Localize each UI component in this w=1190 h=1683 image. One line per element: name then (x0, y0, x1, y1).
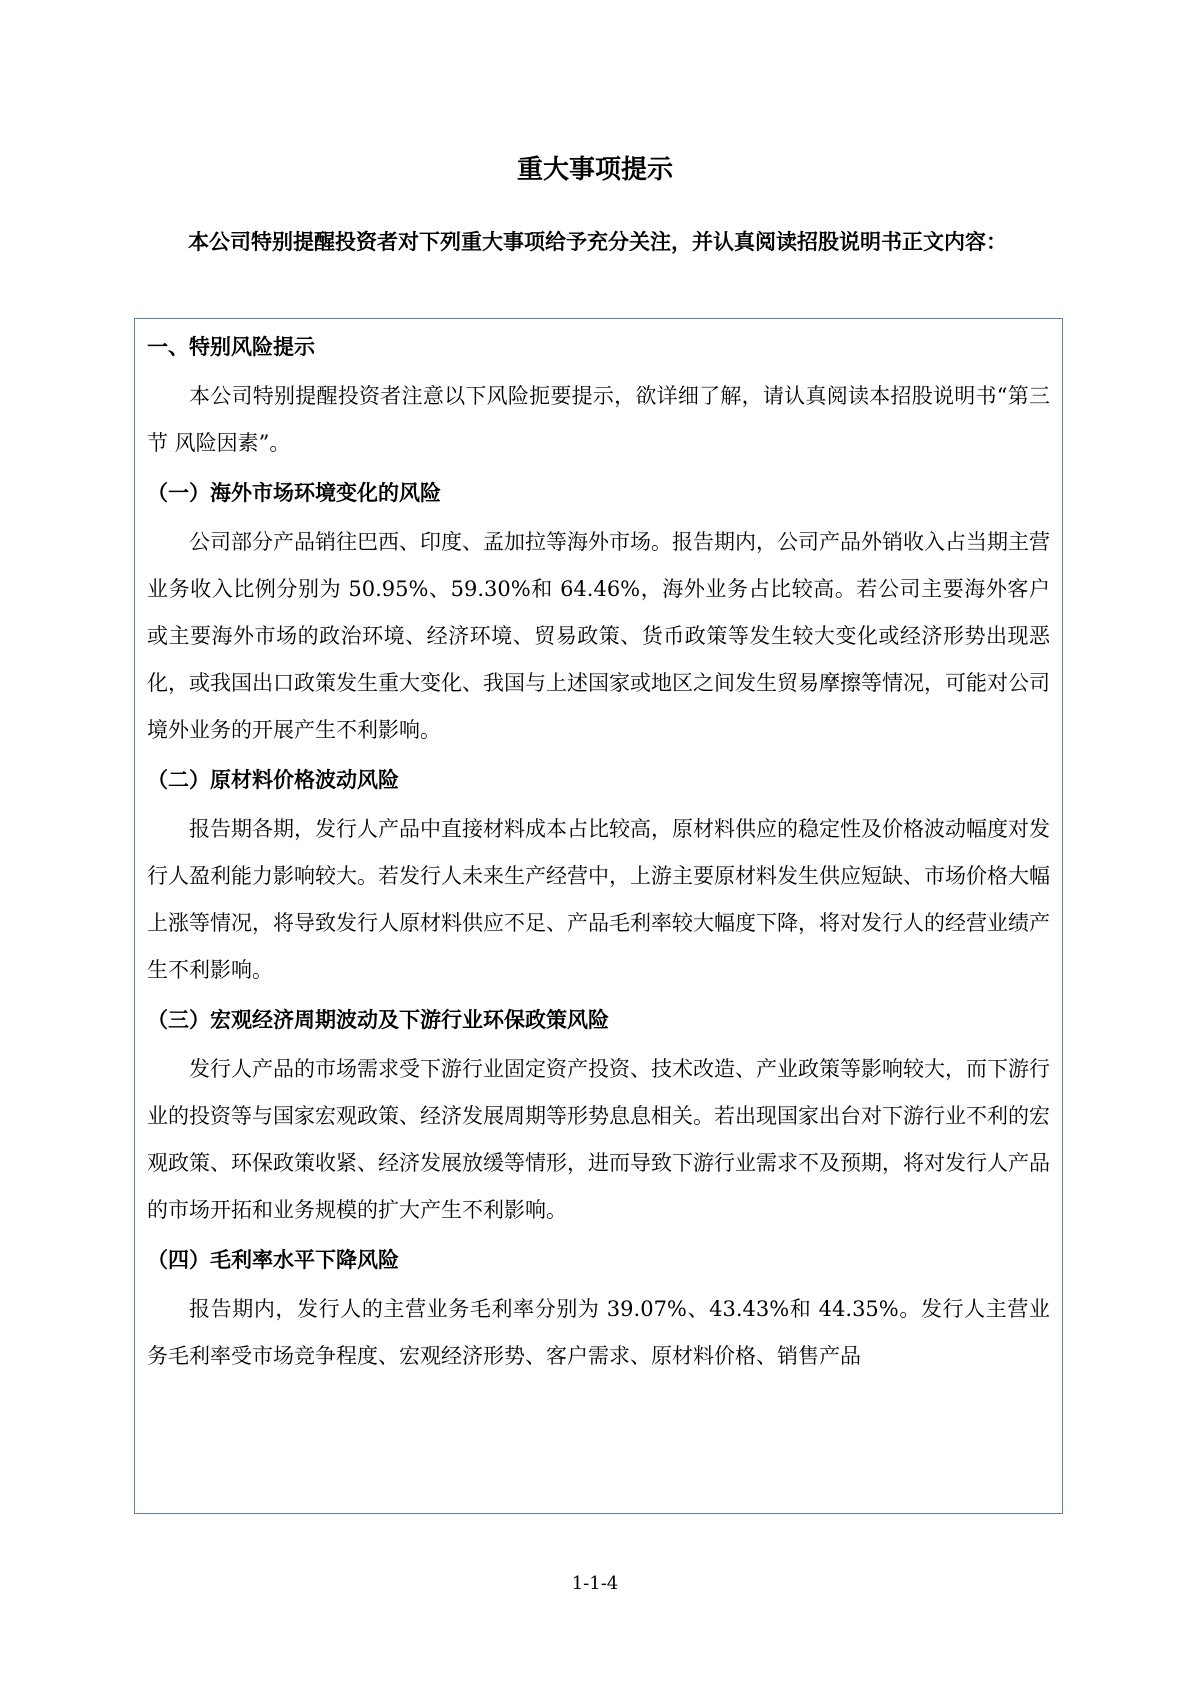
section-heading: 一、特别风险提示 (147, 335, 315, 359)
subsection-heading-overseas-market: （一）海外市场环境变化的风险 (147, 481, 441, 505)
page-number: 1-1-4 (571, 1573, 619, 1594)
subsection-heading-raw-material: （二）原材料价格波动风险 (147, 768, 399, 792)
subsection-paragraph-raw-material: 报告期各期，发行人产品中直接材料成本占比较高，原材料供应的稳定性及价格波动幅度对发行人盈利能力影响较大。若发行人未来生产经营中，上游主要原材料发生供应短缺、市场价格大幅上涨等情况，将导致发行人原材料供应不足、产品毛利率较大幅度下降，将对发行人的经营业绩产生不利影响。 (147, 817, 1050, 982)
subsection-paragraph-overseas-market: 公司部分产品销往巴西、印度、孟加拉等海外市场。报告期内，公司产品外销收入占当期主营业务收入比例分别为 50.95%、59.30%和 64.46%，海外业务占比较高。若公司主要海外客户或主要海外市场的政治环境、经济环境、贸易政策、货币政策等发生较大变化或经济形势出现恶化，或我国出口政策发生重大变化、我国与上述国家或地区之间发生贸易摩擦等情况，可能对公司境外业务的开展产生不利影响。 (147, 530, 1050, 742)
subsection-paragraph-gross-margin: 报告期内，发行人的主营业务毛利率分别为 39.07%、43.43%和 44.35%。发行人主营业务毛利率受市场竞争程度、宏观经济形势、客户需求、原材料价格、销售产品 (147, 1297, 1050, 1368)
page-title: 重大事项提示 (516, 155, 673, 185)
intro-paragraph: 本公司特别提醒投资者对下列重大事项给予充分关注，并认真阅读招股说明书正文内容： (188, 230, 1007, 254)
section-intro-paragraph: 本公司特别提醒投资者注意以下风险扼要提示，欲详细了解，请认真阅读本招股说明书“第三节 风险因素”。 (147, 384, 1050, 455)
special-risk-box (134, 318, 1063, 1514)
subsection-heading-macro-economy: （三）宏观经济周期波动及下游行业环保政策风险 (147, 1008, 609, 1032)
subsection-heading-gross-margin: （四）毛利率水平下降风险 (147, 1248, 399, 1272)
subsection-paragraph-macro-economy: 发行人产品的市场需求受下游行业固定资产投资、技术改造、产业政策等影响较大，而下游行业的投资等与国家宏观政策、经济发展周期等形势息息相关。若出现国家出台对下游行业不利的宏观政策、环保政策收紧、经济发展放缓等情形，进而导致下游行业需求不及预期，将对发行人产品的市场开拓和业务规模的扩大产生不利影响。 (147, 1057, 1050, 1222)
